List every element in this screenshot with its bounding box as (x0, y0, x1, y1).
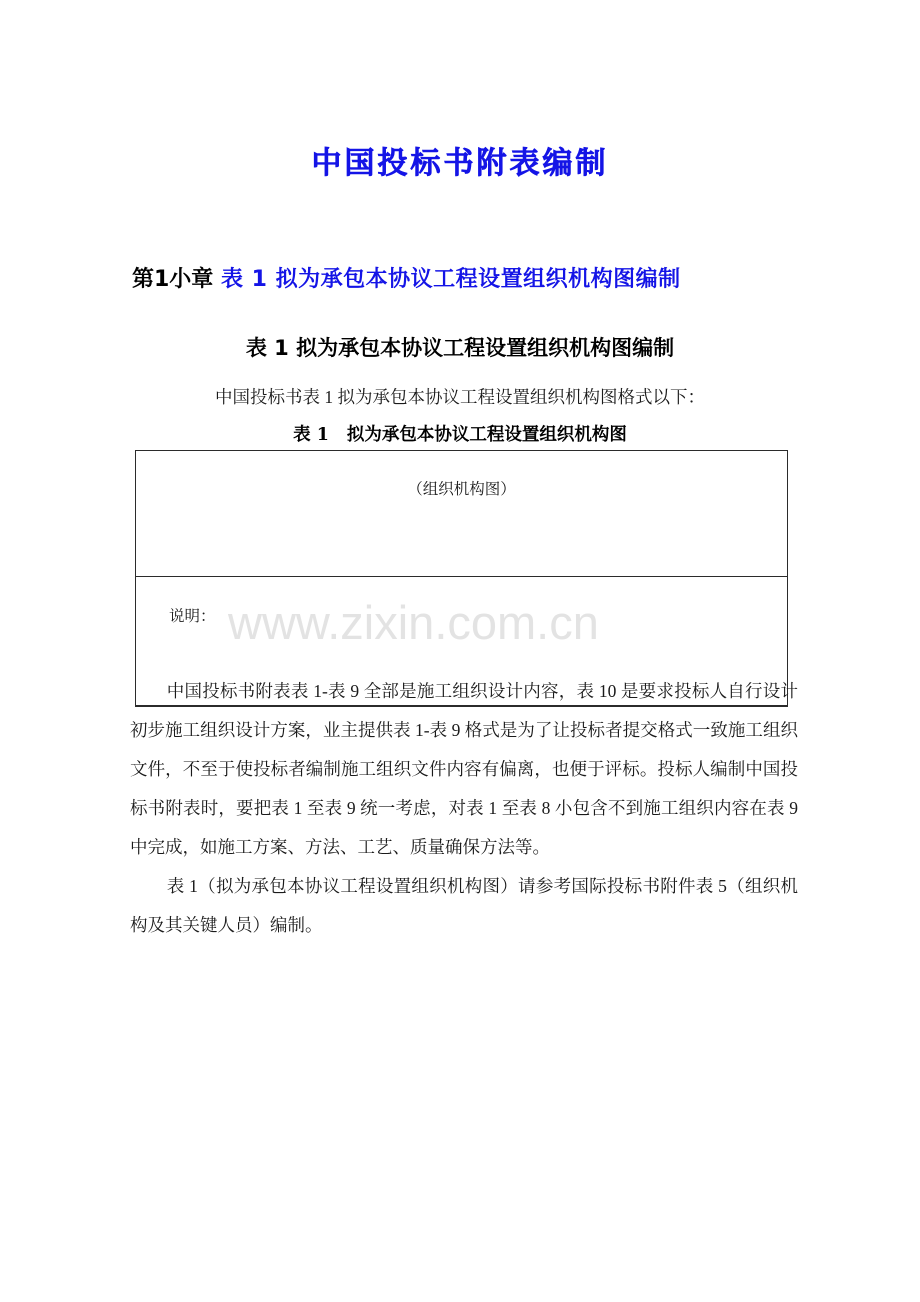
body-paragraph: 表 1（拟为承包本协议工程设置组织机构图）请参考国际投标书附件表 5（组织机构及其关键人员）编制。 (130, 876, 798, 935)
chapter-heading (132, 262, 832, 293)
chapter-number: 第1小章 (132, 267, 214, 292)
table-row (136, 451, 788, 577)
chart-placeholder-text: （组织机构图） (407, 481, 516, 498)
note-label-text: 说明： (169, 608, 216, 625)
table-caption (0, 421, 920, 446)
table-caption-label: 表 1 (293, 425, 329, 445)
body-paragraph: 中国投标书附表表 1-表 9 全部是施工组织设计内容，表 10 是要求投标人自行设计初步施工组织设计方案，业主提供表 1-表 9 格式是为了让投标者提交格式一致施工组织文件，不至于使投标者编制施工组织文件内容有偏离，也便于评标。投标人编制中国投标书附表时，要把表 1 至表 9 统一考虑，对表 1 至表 8 小包含不到施工组织内容在表 9 中完成，如施工方案、方法、工艺、质量确保方法等。 (130, 681, 798, 857)
table-caption-title: 拟为承包本协议工程设置组织机构图 (346, 425, 627, 445)
site-watermark: www.zixin.com.cn (228, 596, 599, 649)
chart-placeholder-cell[interactable] (136, 451, 788, 577)
organization-chart-form-table (135, 450, 788, 707)
section-intro-text: 中国投标书表 1 拟为承包本协议工程设置组织机构图格式以下： (215, 387, 705, 407)
document-title: 中国投标书附表编制 (311, 146, 609, 181)
chapter-title: 表 1 拟为承包本协议工程设置组织机构图编制 (220, 267, 681, 292)
section-subtitle: 表 1 拟为承包本协议工程设置组织机构图编制 (245, 336, 675, 360)
body-text-block (130, 672, 798, 945)
